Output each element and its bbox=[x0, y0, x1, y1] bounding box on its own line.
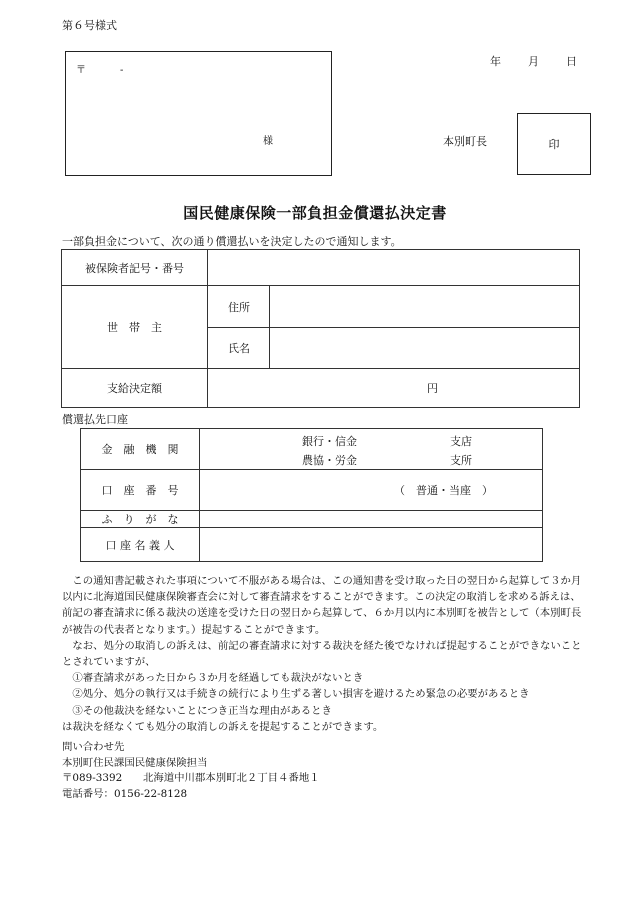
note-item: ③その他裁決を経ないことにつき正当な理由があるとき bbox=[62, 704, 332, 717]
bank-field[interactable] bbox=[200, 429, 543, 470]
furigana-label: ふ り が な bbox=[81, 511, 200, 528]
postal-mark: 〒 bbox=[76, 65, 86, 76]
recipient-address-box bbox=[65, 51, 332, 176]
note-paragraph: なお、処分の取消しの訴えは、前記の審査請求に対する裁決を経た後でなければ提起することができないこととされていますが、 bbox=[62, 639, 582, 669]
contact-info bbox=[62, 740, 320, 802]
amount-label: 支給決定額 bbox=[62, 369, 208, 408]
note-paragraph: この通知書記載された事項について不服がある場合は、この通知書を受け取った日の翌日から起算して３か月以内に北海道国民健康保険審査会に対して審査請求をすることができます。この決定の取消しを求める訴えは、前記の審査請求に係る裁決の送達を受けた日の翌日から起算して、６か月以内に本別町を被告として（本別町長が被告の代表者となります。）提起することができます。 bbox=[62, 575, 582, 636]
account-holder-label: 口 座 名 義 人 bbox=[81, 528, 200, 562]
address-label: 住所 bbox=[208, 286, 270, 328]
postal-dash: - bbox=[120, 65, 124, 76]
contact-phone: 電話番号：0156-22-8128 bbox=[62, 787, 188, 800]
note-item: ①審査請求があった日から３か月を経過しても裁決がないとき bbox=[62, 672, 364, 685]
bank-label: 金 融 機 関 bbox=[81, 429, 200, 470]
branch-label2: 支所 bbox=[450, 454, 472, 467]
note-item: ②処分、処分の執行又は手続きの続行により生ずる著しい損害を避けるため緊急の必要があるとき bbox=[62, 688, 530, 701]
bank-type-line1: 銀行・信金 bbox=[302, 435, 357, 448]
householder-label: 世 帯 主 bbox=[62, 286, 208, 369]
seal-box bbox=[517, 113, 591, 175]
amount-field[interactable] bbox=[208, 369, 580, 408]
appeal-notes bbox=[62, 573, 582, 735]
account-number-label: 口 座 番 号 bbox=[81, 470, 200, 511]
contact-address: 〒089-3392 北海道中川郡本別町北２丁目４番地１ bbox=[62, 772, 320, 784]
account-number-field[interactable] bbox=[200, 470, 543, 511]
date-day: 日 bbox=[566, 55, 577, 68]
date-month: 月 bbox=[528, 55, 539, 68]
honorific-sama: 様 bbox=[263, 136, 273, 147]
postal-code-line bbox=[76, 61, 123, 76]
branch-label1: 支店 bbox=[450, 435, 472, 448]
account-table bbox=[80, 428, 543, 562]
address-field[interactable] bbox=[270, 286, 580, 328]
contact-department: 本別町住民課国民健康保険担当 bbox=[62, 756, 208, 769]
intro-text: 一部負担金について、次の通り償還払いを決定したので通知します。 bbox=[62, 235, 402, 248]
seal-label: 印 bbox=[548, 138, 560, 151]
issuer-title: 本別町長 bbox=[443, 135, 487, 148]
insured-number-label: 被保険者記号・番号 bbox=[62, 250, 208, 286]
note-paragraph: は裁決を経なくても処分の取消しの訴えを提起することができます。 bbox=[62, 720, 384, 733]
name-field[interactable] bbox=[270, 328, 580, 369]
date-year: 年 bbox=[490, 55, 501, 68]
decision-table bbox=[61, 249, 580, 408]
furigana-field[interactable] bbox=[200, 511, 543, 528]
account-type-choice: （ 普通・当座 ） bbox=[394, 484, 493, 497]
account-section-title: 償還払先口座 bbox=[62, 413, 128, 426]
account-holder-field[interactable] bbox=[200, 528, 543, 562]
insured-number-field[interactable] bbox=[208, 250, 580, 286]
form-number: 第６号様式 bbox=[62, 19, 117, 32]
name-label: 氏名 bbox=[208, 328, 270, 369]
contact-heading: 問い合わせ先 bbox=[62, 741, 125, 753]
bank-type-line2: 農協・労金 bbox=[302, 454, 357, 467]
document-title: 国民健康保険一部負担金償還払決定書 bbox=[183, 204, 447, 222]
amount-unit: 円 bbox=[427, 382, 438, 395]
